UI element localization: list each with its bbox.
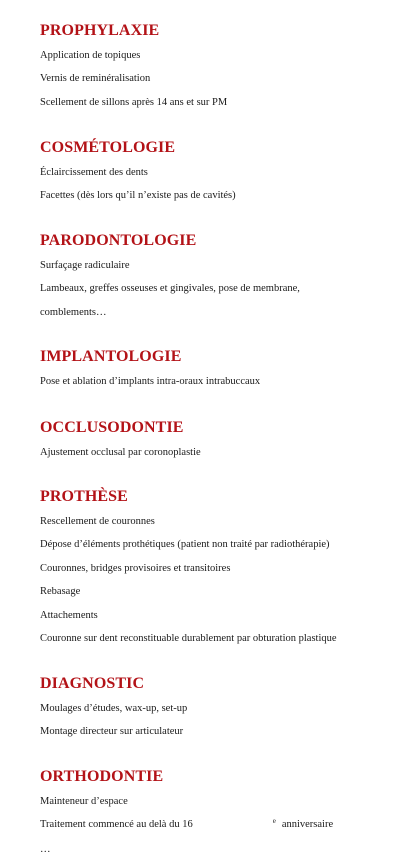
list-item: Rebasage (40, 586, 81, 598)
section-heading: IMPLANTOLOGIE (40, 348, 182, 365)
list-item: Pose et ablation d’implants intra-oraux intrabuccaux (40, 376, 261, 387)
item-list (40, 370, 392, 393)
ordinal-superscript: e (272, 817, 276, 826)
section-prothese (40, 488, 392, 650)
item-text-before: Traitement commencé au delà du 16 (40, 819, 193, 831)
list-item: Mainteneur d’espace (40, 796, 128, 807)
item-list (40, 697, 392, 744)
list-item: Surfaçage radiculaire (40, 260, 130, 271)
list-item: Scellement de sillons après 14 ans et sur PM (40, 96, 228, 108)
section-prophylaxie (40, 22, 392, 114)
list-item: Attachements (40, 609, 98, 621)
section-diagnostic (40, 675, 392, 744)
list-item: comblements… (40, 306, 107, 318)
section-heading: PARODONTOLOGIE (40, 232, 197, 249)
section-heading: PROTHÈSE (40, 488, 128, 505)
item-list (40, 254, 392, 324)
list-item: Application de topiques (40, 50, 141, 61)
list-item-ellipsis: … (40, 843, 51, 855)
list-item: Éclaircissement des dents (40, 167, 148, 178)
section-occlusodontie (40, 419, 392, 464)
section-heading: OCCLUSODONTIE (40, 419, 184, 436)
section-implantologie (40, 348, 392, 393)
section-orthodontie (40, 768, 392, 861)
section-heading: COSMÉTOLOGIE (40, 139, 176, 156)
section-heading: PROPHYLAXIE (40, 22, 160, 39)
list-item: Ajustement occlusal par coronoplastie (40, 447, 201, 458)
section-heading: ORTHODONTIE (40, 768, 164, 785)
list-item: Rescellement de couronnes (40, 516, 155, 527)
item-list (40, 44, 392, 114)
section-cosmetologie (40, 139, 392, 208)
section-heading: DIAGNOSTIC (40, 675, 145, 692)
list-item: Facettes (dès lors qu’il n’existe pas de cavités) (40, 190, 236, 202)
item-list (40, 161, 392, 208)
list-item: Montage directeur sur articulateur (40, 726, 184, 738)
list-item: Couronne sur dent reconstituable durablement par obturation plastique (40, 633, 337, 645)
item-list (40, 510, 392, 650)
section-parodontologie (40, 232, 392, 324)
item-list (40, 441, 392, 464)
list-item: Vernis de reminéralisation (40, 73, 151, 85)
list-item: Dépose d’éléments prothétiques (patient non traité par radiothérapie) (40, 539, 330, 551)
list-item: Moulages d’études, wax-up, set-up (40, 703, 188, 714)
list-item: Couronnes, bridges provisoires et transitoires (40, 562, 231, 574)
item-list (40, 790, 392, 861)
list-item-split (40, 813, 392, 837)
list-item: Lambeaux, greffes osseuses et gingivales, pose de membrane, (40, 283, 300, 295)
item-text-after: anniversaire (281, 819, 334, 831)
